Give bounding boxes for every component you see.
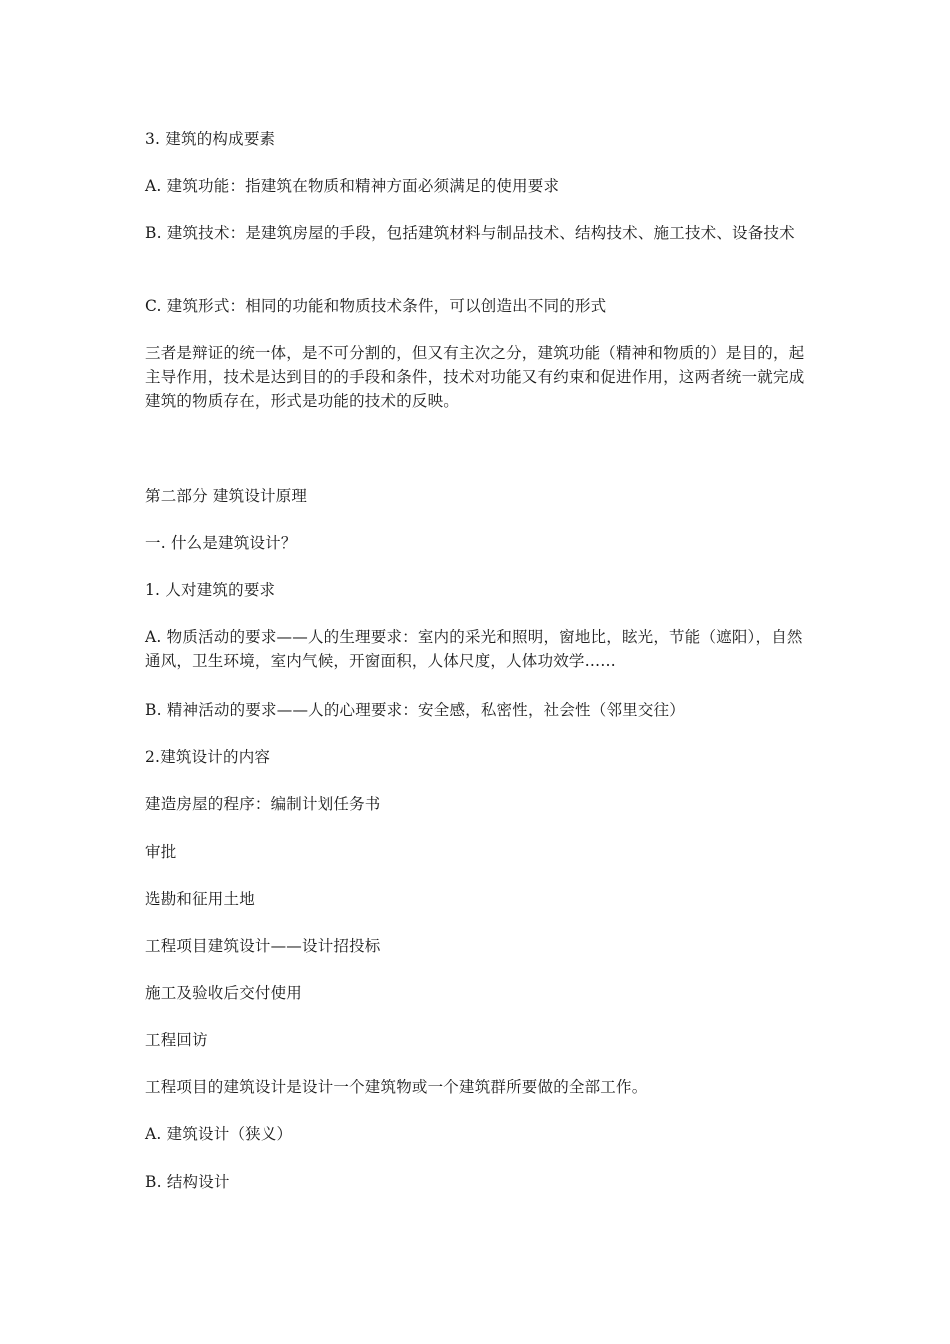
paragraph: 工程项目建筑设计——设计招投标: [145, 937, 381, 955]
paragraph: 施工及验收后交付使用: [145, 984, 303, 1002]
paragraph: B. 建筑技术：是建筑房屋的手段，包括建筑材料与制品技术、结构技术、施工技术、设备技术: [145, 224, 795, 242]
paragraph: A. 物质活动的要求——人的生理要求：室内的采光和照明，窗地比，眩光，节能（遮阳），自然通风，卫生环境，室内气候，开窗面积，人体尺度，人体功效学……: [145, 628, 803, 670]
paragraph: 选勘和征用土地: [145, 890, 255, 908]
paragraph: 建造房屋的程序：编制计划任务书: [145, 795, 381, 813]
section-heading: 一. 什么是建筑设计？: [145, 534, 297, 552]
paragraph: 工程项目的建筑设计是设计一个建筑物或一个建筑群所要做的全部工作。: [145, 1078, 648, 1096]
paragraph: 三者是辩证的统一体，是不可分割的，但又有主次之分，建筑功能（精神和物质的）是目的，起主导作用，技术是达到目的的手段和条件，技术对功能又有约束和促进作用，这两者统一就完成建筑的物质存在，形式是功能的技术的反映。: [145, 344, 805, 410]
paragraph: 审批: [145, 843, 177, 861]
subsection-heading: 1. 人对建筑的要求: [145, 581, 276, 599]
paragraph: A. 建筑设计（狭义）: [145, 1125, 293, 1143]
part-heading: 第二部分 建筑设计原理: [145, 487, 308, 505]
subsection-heading: 2.建筑设计的内容: [145, 748, 271, 766]
paragraph: A. 建筑功能：指建筑在物质和精神方面必须满足的使用要求: [145, 177, 560, 195]
paragraph: B. 精神活动的要求——人的心理要求：安全感，私密性，社会性（邻里交往）: [145, 701, 685, 719]
paragraph: 工程回访: [145, 1031, 208, 1049]
section-heading: 3. 建筑的构成要素: [145, 130, 276, 148]
paragraph: C. 建筑形式：相同的功能和物质技术条件，可以创造出不同的形式: [145, 297, 607, 315]
paragraph: B. 结构设计: [145, 1173, 230, 1191]
